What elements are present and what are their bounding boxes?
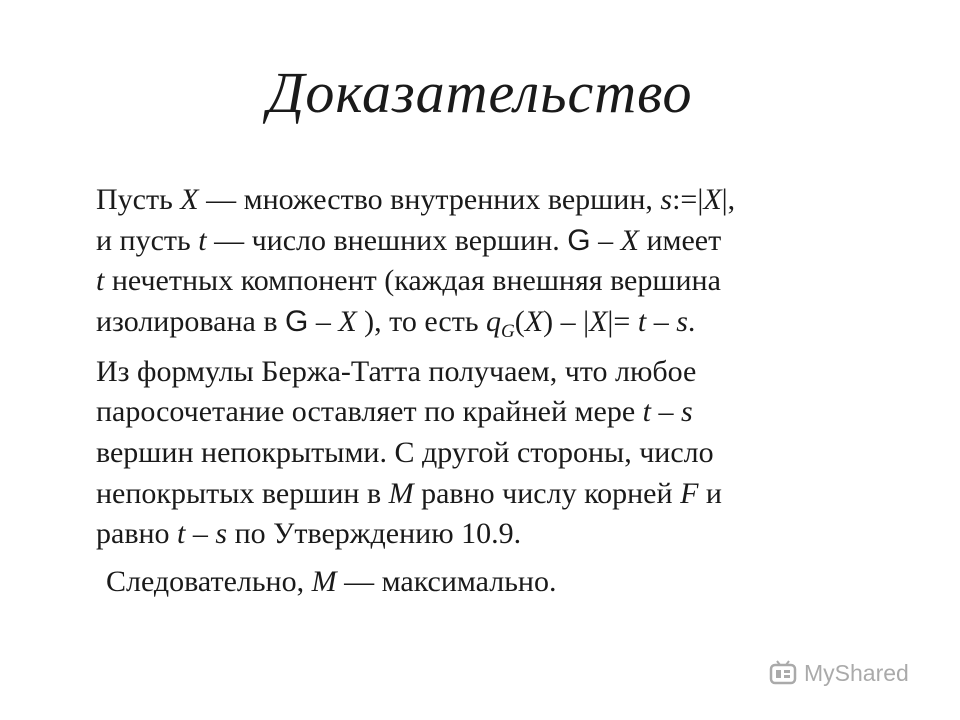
myshared-watermark: [768, 656, 938, 690]
paragraph-3-line-1: Следовательно, M — максимально.: [106, 565, 557, 598]
paragraph-2-line-2: паросочетание оставляет по крайней мере t – s: [96, 395, 693, 428]
paragraph-1-line-4: изолирована в G – X ), то есть $q_G(X) - |X|= t - s$.: [96, 305, 696, 342]
slide-title: Доказательство: [267, 60, 693, 125]
paragraph-1-line-2: и пусть t — число внешних вершин. G – X имеет: [96, 224, 722, 257]
paragraph-1-line-1: Пусть X — множество внутренних вершин, s:=|X|,: [96, 183, 736, 216]
myshared-logo-icon: [768, 659, 798, 687]
myshared-wordmark: MyShared: [804, 659, 909, 686]
paragraph-2-line-1: Из формулы Бержа-Татта получаем, что любое: [96, 355, 697, 388]
paragraph-2-line-5: равно t – s по Утверждению 10.9.: [96, 517, 522, 550]
paragraph-2-line-3: вершин непокрытыми. С другой стороны, число: [96, 436, 714, 469]
paragraph-2-line-4: непокрытых вершин в M равно числу корней F и: [96, 477, 722, 510]
paragraph-1-line-3: t нечетных компонент (каждая внешняя вершина: [96, 264, 721, 297]
